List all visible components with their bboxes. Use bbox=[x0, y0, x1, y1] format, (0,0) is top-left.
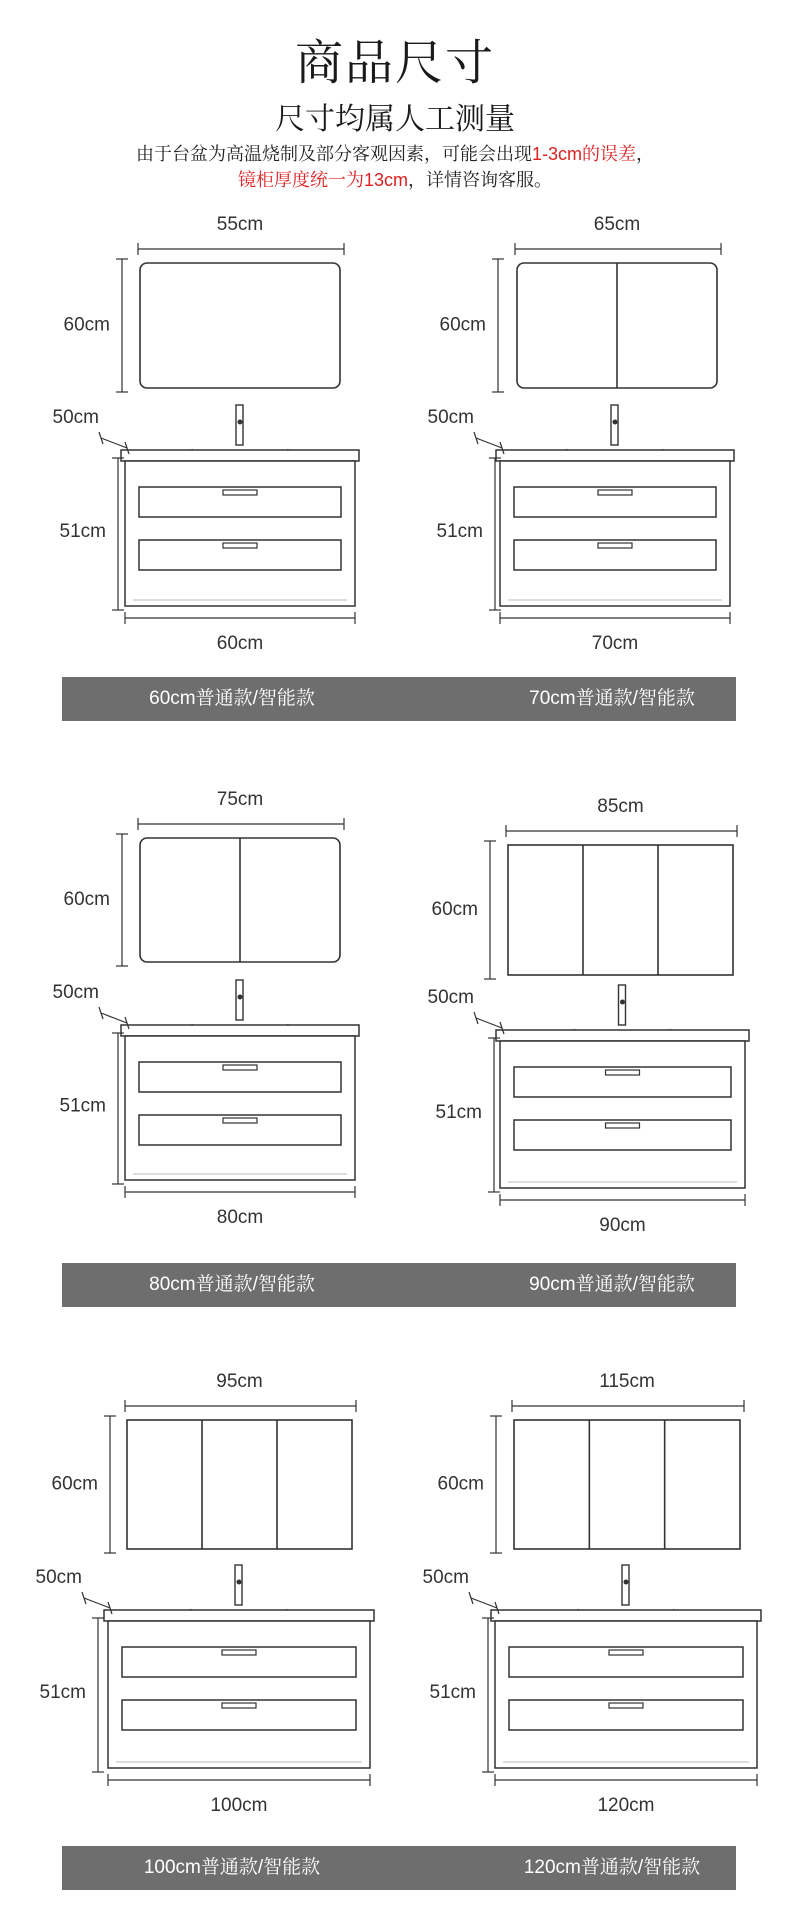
vanity-cabinet bbox=[125, 1036, 355, 1180]
variant-label-60: 60cm普通款/智能款 bbox=[149, 688, 315, 709]
cabinet-width-label: 120cm bbox=[597, 1795, 655, 1817]
vanity-cabinet bbox=[125, 461, 355, 606]
page-subtitle: 尺寸均属人工测量 bbox=[275, 103, 515, 136]
depth-dimension bbox=[471, 1598, 497, 1608]
countertop bbox=[121, 450, 359, 461]
faucet-handle bbox=[620, 1000, 625, 1005]
mirror-cabinet bbox=[140, 263, 340, 388]
mirror-width-label: 55cm bbox=[216, 214, 264, 236]
countertop bbox=[104, 1610, 374, 1621]
mirror-height-label: 60cm bbox=[431, 899, 478, 921]
depth-dimension bbox=[476, 438, 502, 448]
cabinet-width-label: 80cm bbox=[216, 1207, 264, 1229]
mirror-height-label: 60cm bbox=[439, 314, 486, 336]
cabinet-width-label: 70cm bbox=[591, 633, 639, 655]
faucet-handle bbox=[237, 1580, 242, 1585]
mirror-height-label: 60cm bbox=[437, 1473, 484, 1495]
mirror-width-label: 85cm bbox=[597, 796, 644, 818]
mirror-height-label: 60cm bbox=[51, 1473, 98, 1495]
mirror-width-label: 65cm bbox=[593, 214, 641, 236]
product-drawing-2 bbox=[428, 214, 734, 654]
mirror-cabinet bbox=[508, 845, 733, 975]
variant-band-3 bbox=[62, 1846, 736, 1890]
drawer-handle-1 bbox=[223, 490, 257, 495]
faucet-handle bbox=[613, 420, 618, 425]
faucet bbox=[611, 405, 618, 445]
drawer-handle-1 bbox=[222, 1650, 256, 1655]
drawer-handle-1 bbox=[609, 1650, 643, 1655]
mirror-cabinet bbox=[514, 1420, 740, 1549]
cabinet-height-label: 51cm bbox=[429, 1682, 476, 1704]
mirror-width-label: 115cm bbox=[599, 1371, 655, 1393]
depth-label: 50cm bbox=[422, 1567, 469, 1589]
vanity-cabinet bbox=[500, 461, 730, 606]
depth-dimension bbox=[84, 1598, 110, 1608]
depth-dimension bbox=[101, 1013, 127, 1023]
faucet-handle bbox=[238, 995, 243, 1000]
product-drawing-4 bbox=[428, 796, 749, 1236]
faucet bbox=[619, 985, 626, 1025]
drawer-handle-1 bbox=[598, 490, 632, 495]
countertop bbox=[121, 1025, 359, 1036]
cabinet-width-label: 60cm bbox=[216, 633, 264, 655]
drawer-handle-2 bbox=[598, 543, 632, 548]
cabinet-height-label: 51cm bbox=[435, 1102, 482, 1124]
vanity-cabinet bbox=[500, 1041, 745, 1188]
variant-label-120: 120cm普通款/智能款 bbox=[523, 1857, 701, 1878]
faucet-handle bbox=[238, 420, 243, 425]
product-drawing-3 bbox=[53, 789, 359, 1228]
drawer-handle-2 bbox=[222, 1703, 256, 1708]
faucet-handle bbox=[624, 1580, 629, 1585]
drawer-handle-2 bbox=[606, 1123, 640, 1128]
countertop bbox=[496, 1030, 749, 1041]
drawer-handle-2 bbox=[609, 1703, 643, 1708]
vanity-cabinet bbox=[108, 1621, 370, 1768]
cabinet-height-label: 51cm bbox=[436, 521, 483, 543]
variant-band-1 bbox=[62, 677, 736, 721]
faucet bbox=[235, 1565, 242, 1605]
depth-dimension bbox=[101, 438, 127, 448]
note-text-2b: ，详情咨询客服。 bbox=[408, 170, 552, 190]
mirror-height-label: 60cm bbox=[63, 889, 110, 911]
faucet bbox=[236, 980, 243, 1020]
note-text-1b: ， bbox=[636, 144, 654, 164]
vanity-cabinet bbox=[495, 1621, 757, 1768]
page-title: 商品尺寸 bbox=[294, 37, 495, 90]
depth-label: 50cm bbox=[52, 407, 99, 429]
mirror-cabinet bbox=[127, 1420, 352, 1549]
product-drawing-1 bbox=[53, 214, 359, 654]
note-thickness-highlight: 镜柜厚度统一为13cm bbox=[237, 170, 408, 190]
drawer-handle-1 bbox=[606, 1070, 640, 1075]
variant-label-70: 70cm普通款/智能款 bbox=[529, 688, 695, 709]
depth-label: 50cm bbox=[35, 1567, 82, 1589]
countertop bbox=[496, 450, 734, 461]
variant-band-2 bbox=[62, 1263, 736, 1307]
cabinet-height-label: 51cm bbox=[59, 521, 106, 543]
product-drawing-6 bbox=[423, 1371, 761, 1816]
depth-label: 50cm bbox=[427, 987, 474, 1009]
mirror-width-label: 75cm bbox=[216, 789, 264, 811]
cabinet-width-label: 100cm bbox=[210, 1795, 268, 1817]
drawer-handle-2 bbox=[223, 543, 257, 548]
countertop bbox=[491, 1610, 761, 1621]
mirror-height-label: 60cm bbox=[63, 314, 110, 336]
faucet bbox=[236, 405, 243, 445]
product-drawing-5 bbox=[36, 1371, 374, 1816]
drawer-handle-1 bbox=[223, 1065, 257, 1070]
depth-dimension bbox=[476, 1018, 502, 1028]
depth-label: 50cm bbox=[427, 407, 474, 429]
cabinet-height-label: 51cm bbox=[59, 1095, 106, 1117]
note-error-highlight: 1-3cm的误差 bbox=[531, 144, 636, 164]
mirror-width-label: 95cm bbox=[216, 1371, 263, 1393]
cabinet-height-label: 51cm bbox=[39, 1682, 86, 1704]
variant-label-80: 80cm普通款/智能款 bbox=[149, 1274, 315, 1295]
faucet bbox=[622, 1565, 629, 1605]
variant-label-100: 100cm普通款/智能款 bbox=[143, 1857, 321, 1878]
depth-label: 50cm bbox=[52, 982, 99, 1004]
note-text-1a: 由于台盆为高温烧制及部分客观因素，可能会出现 bbox=[135, 144, 532, 164]
drawer-handle-2 bbox=[223, 1118, 257, 1123]
variant-label-90: 90cm普通款/智能款 bbox=[529, 1274, 695, 1295]
cabinet-width-label: 90cm bbox=[599, 1215, 646, 1237]
